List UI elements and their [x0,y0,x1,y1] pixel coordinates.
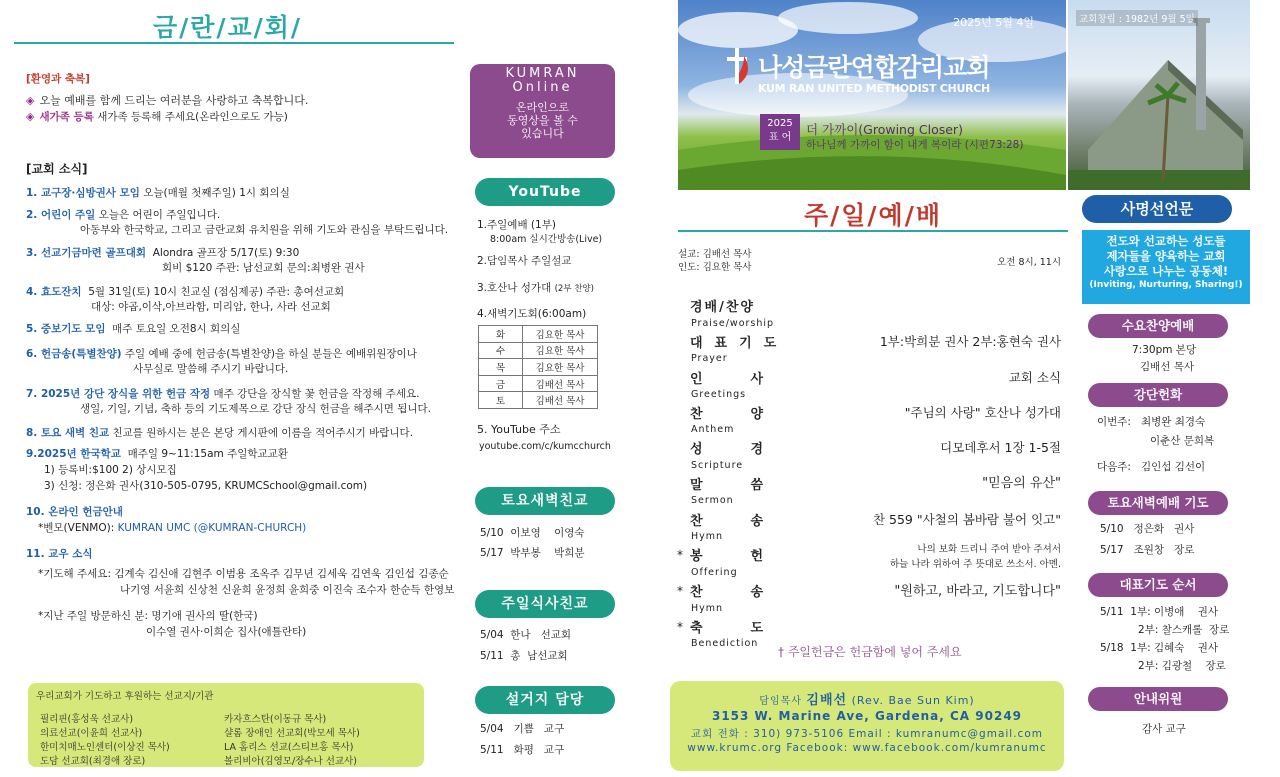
name: 정은화 [1133,523,1165,535]
order-item-ko: 말씀 [690,478,812,493]
news-item-7-text2: 생일, 기일, 기념, 축하 등의 기도제목으로 강단 장식 헌금을 해주시면 됩니다. [80,403,432,415]
new-member-text: 새가족 등록해 주세요(온라인으로도 가능) [97,111,288,123]
order-item-value: "원하고, 바라고, 기도합니다" [894,584,1061,599]
sat-prayer-label: 토요새벽예배 기도 [1088,491,1228,515]
title: 권사 [1197,642,1219,654]
date: 5/18 [1100,642,1124,654]
news-item-9-text3: 3) 신청: 정은화 권사(310-505-0795, KRUMCSchool@gmail.com) [44,480,368,492]
news-item-2-text: 오늘은 어린이 주일입니다. [98,209,221,221]
news-item-9-text: 매주일 9~11:15am 주일학교교환 [127,448,288,460]
order-item-en: Benediction [691,638,759,649]
dawn-leader: 김배선 목사 [523,375,598,392]
name: 박희분 [554,547,585,559]
mission-item: 한미치매노인센터(이상진 목사) [40,742,170,753]
mission-statement-line4: (Inviting, Nurturing, Sharing!) [1089,280,1243,290]
order-item-en: Prayer [691,353,728,364]
list-item [480,649,568,663]
group: 교구 [543,744,565,756]
group: 남선교회 [527,650,568,662]
date: 5/10 [1100,523,1124,535]
news-item-9-text2: 1) 등록비:$100 2) 상시모집 [44,464,177,476]
date: 5/11 [1100,606,1124,618]
date: 5/17 [1100,544,1124,556]
online-title-2: Online [512,80,573,95]
group: 화평 [513,744,534,756]
date: 5/17 [480,547,504,559]
news-item-7-text: 매주 강단을 장식할 꽃 헌금을 작정해 주세요. [213,388,420,400]
list-item [480,628,571,642]
order-item-value: 디모데후서 1장 1-5절 [940,440,1061,455]
order-item-en: Offering [691,567,738,578]
this-week-label: 이번주: [1097,416,1131,428]
pastor-label: 담임목사 [759,696,802,707]
yt-item-3: 3.호산나 성가대 [477,282,552,294]
church-phone-email[interactable]: 교회 전화 : 310) 973-5106 Email : kumranumc@gmail.com [691,728,1043,740]
dawn-day: 목 [479,359,523,376]
title: 권사 [1174,523,1195,535]
header-banner [678,0,1066,190]
mission-statement-line2: 제자들을 양육하는 교회 [1106,249,1226,263]
dawn-day: 토 [479,392,523,409]
mission-statement-line3: 사랑으로 나누는 공동체! [1103,264,1229,278]
news-item-4-text2: 대상: 야곱,이삭,아브라함, 미리암, 한나, 사라 선교회 [91,301,331,313]
missions-header: 우리교회가 기도하고 후원하는 선교지/기관 [36,691,214,702]
offering-hymn-line2: 하늘 나라 위하여 주 뜻대로 쓰소서. 아멘. [890,559,1061,570]
dawn-leader: 김요한 목사 [523,359,598,376]
table-row [479,359,598,376]
date: 5/11 [480,650,504,662]
news-item-10-title: 10. 온라인 헌금안내 [26,506,123,518]
mission-statement-label: 사명선언문 [1082,195,1232,223]
name: 2부: 김광철 [1138,660,1193,672]
name: 2부: 찰스캐롤 [1138,624,1203,636]
online-desc-2: 동영상을 볼 수 [507,114,578,127]
this-week-names-2: 이춘산 문희복 [1150,435,1215,447]
order-item-ko: 봉헌 [690,549,812,564]
pastor-name-en: (Rev. Bae Sun Kim) [851,694,975,707]
online-box [470,64,615,158]
motto-year: 2025 [767,118,793,129]
title: 장로 [1174,544,1195,556]
mission-statement-line1: 전도와 선교하는 성도들 [1106,234,1226,248]
name: 이영숙 [554,527,585,539]
visitors-line: *지난 주일 방문하신 분: 명기애 권사의 딸(한국) [38,610,258,622]
date: 5/11 [480,744,504,756]
church-name-en: KUM RAN UNITED METHODIST CHURCH [758,82,990,95]
pastor-name: 김배선 [806,693,848,708]
news-item-4-title: 4. 효도잔치 [26,286,82,298]
order-item-value: 찬 559 "사철의 봄바람 불어 잇고" [872,512,1061,527]
table-row [479,342,598,359]
list-item [1100,641,1218,655]
news-item-6-text: 주일 예배 중에 헌금송(특별찬양)을 하실 분들은 예배위원장이나 [124,348,417,360]
mission-item: LA 홈리스 선교(스티브홍 목사) [224,742,354,753]
visitors-line2: 이수열 권사·이희순 집사(애틀란타) [146,626,307,638]
diamond-bullet-icon: ◈ [26,110,35,123]
news-item-9-title: 9.2025년 한국학교 [26,448,121,460]
news-item-11-title: 11. 교우 소식 [26,548,93,560]
wed-worship-label: 수요찬양예배 [1088,314,1228,338]
dawn-day: 수 [479,342,523,359]
order-item-en: Scripture [691,460,744,471]
worship-divider [678,230,1068,232]
worship-title: 주/일/예/배 [804,201,942,230]
list-item [1138,659,1226,673]
list-item [1100,543,1194,557]
dawn-leader: 김배선 목사 [523,392,598,409]
mission-item: 볼리비아(김영모/장수나 선교사) [224,756,357,767]
table-row [479,326,598,343]
order-item-value: 교회 소식 [1008,370,1061,385]
yt-item-5: 5. YouTube 주소 [477,423,561,436]
prayer-request-line: *기도해 주세요: 김계숙 김신애 김현주 이범용 조옥주 김무년 김세욱 김연욱 김인섭 김종순 [38,568,449,580]
list-item [480,526,585,540]
order-item-en: Hymn [691,603,724,614]
offering-note: † 주일헌금은 헌금함에 넣어 주세요 [778,645,962,659]
title: 장로 [1205,660,1226,672]
youtube-label: YouTube [475,178,615,206]
news-item-7-title: 7. 2025년 강단 장식을 위한 헌금 작정 [26,388,211,400]
order-item-ko: 성경 [690,442,812,457]
yt-item-1b: 8:00am 실시간방송(Live) [490,234,603,245]
mission-item: 도담 선교회(최경애 장로) [40,756,146,767]
motto-verse: 하나님께 가까이 함이 내게 복이라 (시편73:28) [806,139,1024,151]
yt-item-4: 4.새벽기도회(6:00am) [477,308,587,320]
bulletin-date: 2025년 5월 4일 [953,16,1034,29]
star-marker-icon: * [677,548,683,562]
dawn-day: 화 [479,326,523,343]
cross-and-flame-icon [722,46,752,86]
group: 기쁨 [513,723,534,735]
diamond-bullet-icon: ◈ [26,94,35,107]
mission-item: 필리핀(홍성욱 선교사) [40,714,134,725]
venmo-label: *벤모(VENMO): [38,522,115,534]
dawn-day: 금 [479,375,523,392]
order-item-value: "믿음의 유산" [982,476,1061,491]
order-item-en: Anthem [691,424,735,435]
new-member-title: 새가족 등록 [39,111,94,123]
name: 이보영 [510,527,541,539]
group: 선교회 [540,629,572,641]
order-item-ko: 인사 [690,372,812,387]
news-item-2-title: 2. 어린이 주일 [26,209,96,221]
church-web[interactable]: www.krumc.org Facebook: www.facebook.com/kumranumc [687,742,1047,754]
welcome-header: [환영과 축복] [26,73,90,85]
mission-item: 샬롬 장애인 선교회(박모세 목사) [224,728,360,739]
church-building-photo [1068,0,1250,190]
list-item [1100,605,1218,619]
name: 박부봉 [510,547,541,559]
order-item-en: Hymn [691,531,724,542]
order-item-en: Praise/worship [691,318,775,329]
group: 한나 [510,629,531,641]
news-item-3-text: Alondra 골프장 5/17(토) 9:30 [152,247,300,259]
motto-text: 더 가까이(Growing Closer) [806,122,963,137]
dishes-label: 설거지 담당 [475,686,615,714]
list-item [1100,522,1194,536]
order-item-ko: 경배/찬양 [690,300,755,315]
list-item [480,743,564,757]
altar-flowers-label: 강단헌화 [1088,383,1228,407]
name: 1부: 이병애 [1130,606,1185,618]
news-item-5-text: 매주 토요일 오전8시 회의실 [112,323,241,335]
youtube-url[interactable]: youtube.com/c/kumcchurch [479,441,611,452]
prayer-request-line2: 나기영 서윤희 신상천 신윤희 윤정희 윤희중 이진숙 조수자 한순득 한영보 [120,584,455,596]
ushers-value: 감사 교구 [1142,723,1186,735]
name: 1부: 김혜숙 [1130,642,1185,654]
yt-item-3b: (2부 찬양) [554,284,594,294]
order-item-value: 1부:박희분 권사 2부:홍현숙 권사 [879,334,1061,349]
ushers-label: 안내위원 [1088,687,1228,711]
date: 5/04 [480,629,504,641]
dawn-leader: 김요한 목사 [523,326,598,343]
date: 5/04 [480,723,504,735]
online-title-1: KUMRAN [505,66,580,81]
date: 5/10 [480,527,504,539]
news-item-3-text2: 회비 $120 주관: 남선교회 문의:최병완 권사 [162,262,365,274]
next-week-label: 다음주: [1097,461,1131,473]
order-item-ko: 찬송 [690,585,812,600]
lunch-label: 주일식사친교 [475,590,615,618]
founding-date: 교회창립 : 1982년 9월 5일 [1076,10,1198,26]
offering-hymn-line1: 나의 보화 드리니 주여 받아 주셔서 [917,544,1061,555]
order-item-ko: 찬양 [690,407,812,422]
church-address: 3153 W. Marine Ave, Gardena, CA 90249 [711,709,1023,723]
this-week-names: 최병완 최경숙 [1140,416,1206,428]
title: 권사 [1197,606,1219,618]
worship-leader: 인도: 김요한 목사 [678,262,752,273]
online-desc-3: 있습니다 [521,127,564,140]
church-name-ko: 나성금란연합감리교회 [758,53,990,82]
news-item-4-text: 5월 31일(토) 10시 친교실 (점심제공) 주관: 총여선교회 [88,286,345,298]
dawn-leader: 김요한 목사 [523,342,598,359]
rep-prayer-label: 대표기도 순서 [1088,573,1228,597]
group: 총 [510,650,521,662]
news-divider [14,42,454,44]
name: 조원창 [1133,544,1165,556]
list-item [1138,623,1229,637]
table-row [479,375,598,392]
yt-item-1: 1.주일예배 (1부) [477,219,556,231]
star-marker-icon: * [677,584,683,598]
news-item-2-text2: 아동부와 한국학교, 그리고 금란교회 유치원을 위해 기도와 관심을 부탁드립니다. [80,224,449,236]
order-item-en: Greetings [691,389,747,400]
news-item-6-title: 6. 헌금송(특별찬양) [26,348,122,360]
mission-item: 카자흐스탄(이동규 목사) [224,714,327,725]
venmo-account: KUMRAN UMC (@KUMRAN-CHURCH) [117,522,307,534]
order-item-value: "주님의 사랑" 호산나 성가대 [904,405,1061,420]
yt-item-2: 2.담임목사 주일설교 [477,255,572,267]
dawn-prayer-table [478,325,598,409]
order-item-ko: 축도 [690,621,812,636]
online-desc-1: 온라인으로 [515,101,570,114]
news-item-8-text: 친교를 원하시는 분은 본당 게시판에 이름을 적어주시기 바랍니다. [112,427,414,439]
order-item-ko: 찬송 [690,514,812,529]
news-item-5-title: 5. 중보기도 모임 [26,323,106,335]
news-item-6-text2: 사무실로 말씀해 주시기 바랍니다. [133,363,289,375]
welcome-line: 오늘 예배를 함께 드리는 여러분을 사랑하고 축복합니다. [39,94,309,107]
news-item-1-title: 1. 교구장·심방권사 모임 [26,187,140,199]
motto-label: 표 어 [768,132,792,143]
news-item-1-text: 오늘(매월 첫째주일) 1시 회의실 [143,187,290,199]
wed-worship-time: 7:30pm 본당 [1132,344,1197,356]
list-item [480,722,564,736]
table-row [479,392,598,409]
star-marker-icon: * [677,620,683,634]
wed-worship-pastor: 김배선 목사 [1140,361,1195,373]
list-item [480,546,585,560]
news-item-3-title: 3. 선교기금마련 골프대회 [26,247,147,259]
news-title: 금/란/교/회/ [152,13,303,42]
service-times: 오전 8시, 11시 [997,257,1061,268]
order-item-ko: 대표기도 [690,336,789,351]
next-week-names: 김인섭 김선이 [1140,461,1206,473]
mission-item: 의료선교(이윤희 선교사) [40,728,143,739]
order-item-en: Sermon [691,495,734,506]
preacher: 설교: 김배선 목사 [678,249,752,260]
news-item-8-title: 8. 토요 새벽 친교 [26,427,110,439]
title: 장로 [1208,624,1230,636]
church-news-header: [교회 소식] [26,162,88,176]
group: 교구 [543,723,565,735]
sat-fellowship-label: 토요새벽친교 [475,487,615,515]
motto-badge [760,114,800,150]
